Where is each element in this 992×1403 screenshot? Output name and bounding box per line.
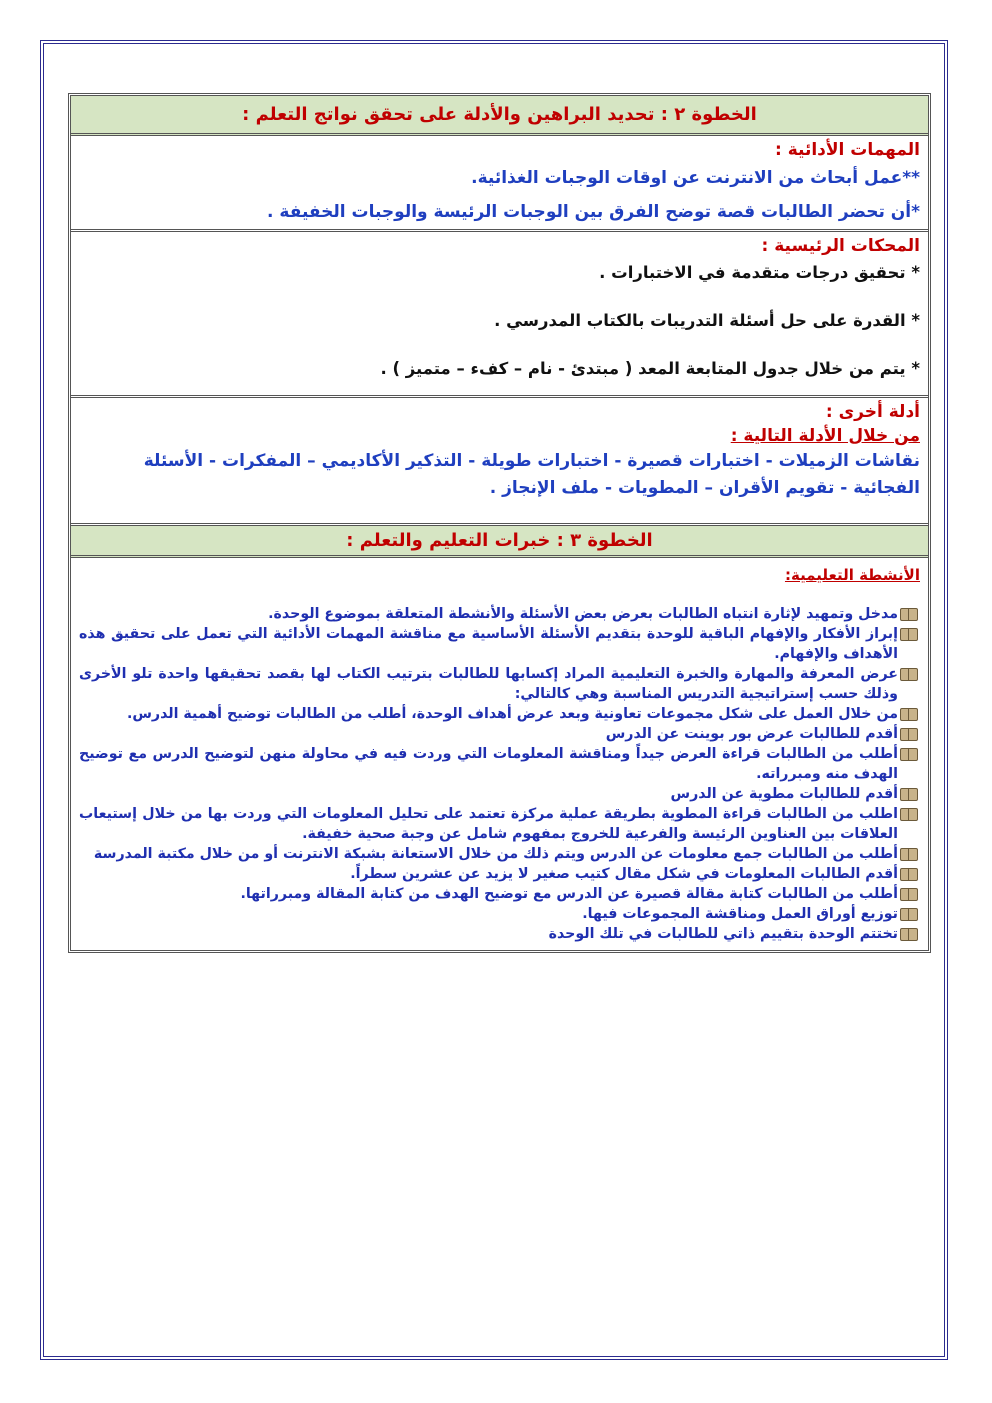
- list-item: أطلب من الطالبات كتابة مقالة قصيرة عن الدرس مع توضيح الهدف من كتابة المقالة ومبرراتها.: [79, 884, 920, 904]
- step3-header: [71, 526, 928, 558]
- book-icon: [898, 624, 920, 644]
- book-icon: [898, 664, 920, 684]
- activities-title: الأنشطة التعليمية:: [784, 566, 920, 584]
- book-icon: [898, 924, 920, 944]
- criteria-cell: [71, 232, 928, 398]
- book-icon: [898, 784, 920, 804]
- book-icon: [898, 704, 920, 724]
- step2-title: الخطوة ٢ : تحديد البراهين والأدلة على تحقق نواتج التعلم :: [242, 104, 757, 125]
- evidence-subtitle: من خلال الأدلة التالية :: [730, 426, 920, 446]
- book-icon: [898, 604, 920, 624]
- list-item: أطلب من الطالبات قراءة العرض جيداً ومناقشة المعلومات التي وردت فيه في محاولة منهن لتوضيح الدرس مع توضيح الهدف منه ومبرراته.: [79, 744, 920, 784]
- criteria-item: * يتم من خلال جدول المتابعة المعد ( مبتدئ - نام – كفء – متميز ) .: [380, 359, 920, 378]
- criteria-title: المحكات الرئيسية :: [761, 236, 920, 256]
- lesson-plan-table: [68, 93, 931, 953]
- list-item: مدخل وتمهيد لإثارة انتباه الطالبات بعرض بعض الأسئلة والأنشطة المتعلقة بموضوع الوحدة.: [79, 604, 920, 624]
- evidence-line-2: الفجائية - تقويم الأقران – المطويات - ملف الإنجاز .: [489, 478, 920, 498]
- tasks-title: المهمات الأدائية :: [775, 140, 920, 160]
- list-item: إبراز الأفكار والإفهام الباقية للوحدة بتقديم الأسئلة الأساسية مع مناقشة المهمات الأدائية التي تعمل على تحقيق هذه الأهداف والإفهام.: [79, 624, 920, 664]
- tasks-cell: [71, 136, 928, 232]
- book-icon: [898, 844, 920, 864]
- book-icon: [898, 904, 920, 924]
- evidence-line-1: نقاشات الزميلات - اختبارات قصيرة - اختبارات طويلة - التذكير الأكاديمي – المفكرات - الأسئلة: [143, 451, 920, 471]
- evidence-cell: [71, 398, 928, 526]
- step3-title: الخطوة ٣ : خبرات التعليم والتعلم :: [346, 530, 653, 551]
- list-item: أقدم للطالبات عرض بور بوينت عن الدرس: [79, 724, 920, 744]
- list-item: عرض المعرفة والمهارة والخبرة التعليمية المراد إكسابها للطالبات بترتيب الكتاب لها بقصد تحقيقها واحدة تلو الأخرى وذلك حسب إستراتيجية التدريس المناسبة وهي كالتالي:: [79, 664, 920, 704]
- book-icon: [898, 724, 920, 744]
- task-item: **عمل أبحاث من الانترنت عن اوقات الوجبات الغذائية.: [471, 168, 920, 188]
- list-item: من خلال العمل على شكل مجموعات تعاونية وبعد عرض أهداف الوحدة، أطلب من الطالبات توضيح أهمية الدرس.: [79, 704, 920, 724]
- book-icon: [898, 744, 920, 764]
- list-item: أقدم الطالبات المعلومات في شكل مقال كتيب صغير لا يزيد عن عشرين سطراً.: [79, 864, 920, 884]
- list-item: توزيع أوراق العمل ومناقشة المجموعات فيها.: [79, 904, 920, 924]
- book-icon: [898, 864, 920, 884]
- list-item: تختتم الوحدة بتقييم ذاتي للطالبات في تلك الوحدة: [79, 924, 920, 944]
- book-icon: [898, 804, 920, 824]
- book-icon: [898, 884, 920, 904]
- activities-list: [79, 604, 920, 944]
- list-item: اطلب من الطالبات قراءة المطوية بطريقة عملية مركزة تعتمد على تحليل المعلومات التي وردت بها من خلال إستيعاب العلاقات بين العناوين الرئيسة والفرعية للخروج بمفهوم شامل عن وجبة صحية خفيفة.: [79, 804, 920, 844]
- criteria-item: * القدرة على حل أسئلة التدريبات بالكتاب المدرسي .: [494, 311, 920, 330]
- task-item: *أن تحضر الطالبات قصة توضح الفرق بين الوجبات الرئيسة والوجبات الخفيفة .: [267, 202, 920, 222]
- activities-cell: [71, 558, 928, 950]
- list-item: أقدم للطالبات مطوية عن الدرس: [79, 784, 920, 804]
- evidence-title: أدلة أخرى :: [825, 402, 920, 422]
- step2-header: [71, 96, 928, 136]
- criteria-item: * تحقيق درجات متقدمة في الاختبارات .: [599, 263, 920, 282]
- list-item: أطلب من الطالبات جمع معلومات عن الدرس ويتم ذلك من خلال الاستعانة بشبكة الانترنت أو من خلال مكتبة المدرسة: [79, 844, 920, 864]
